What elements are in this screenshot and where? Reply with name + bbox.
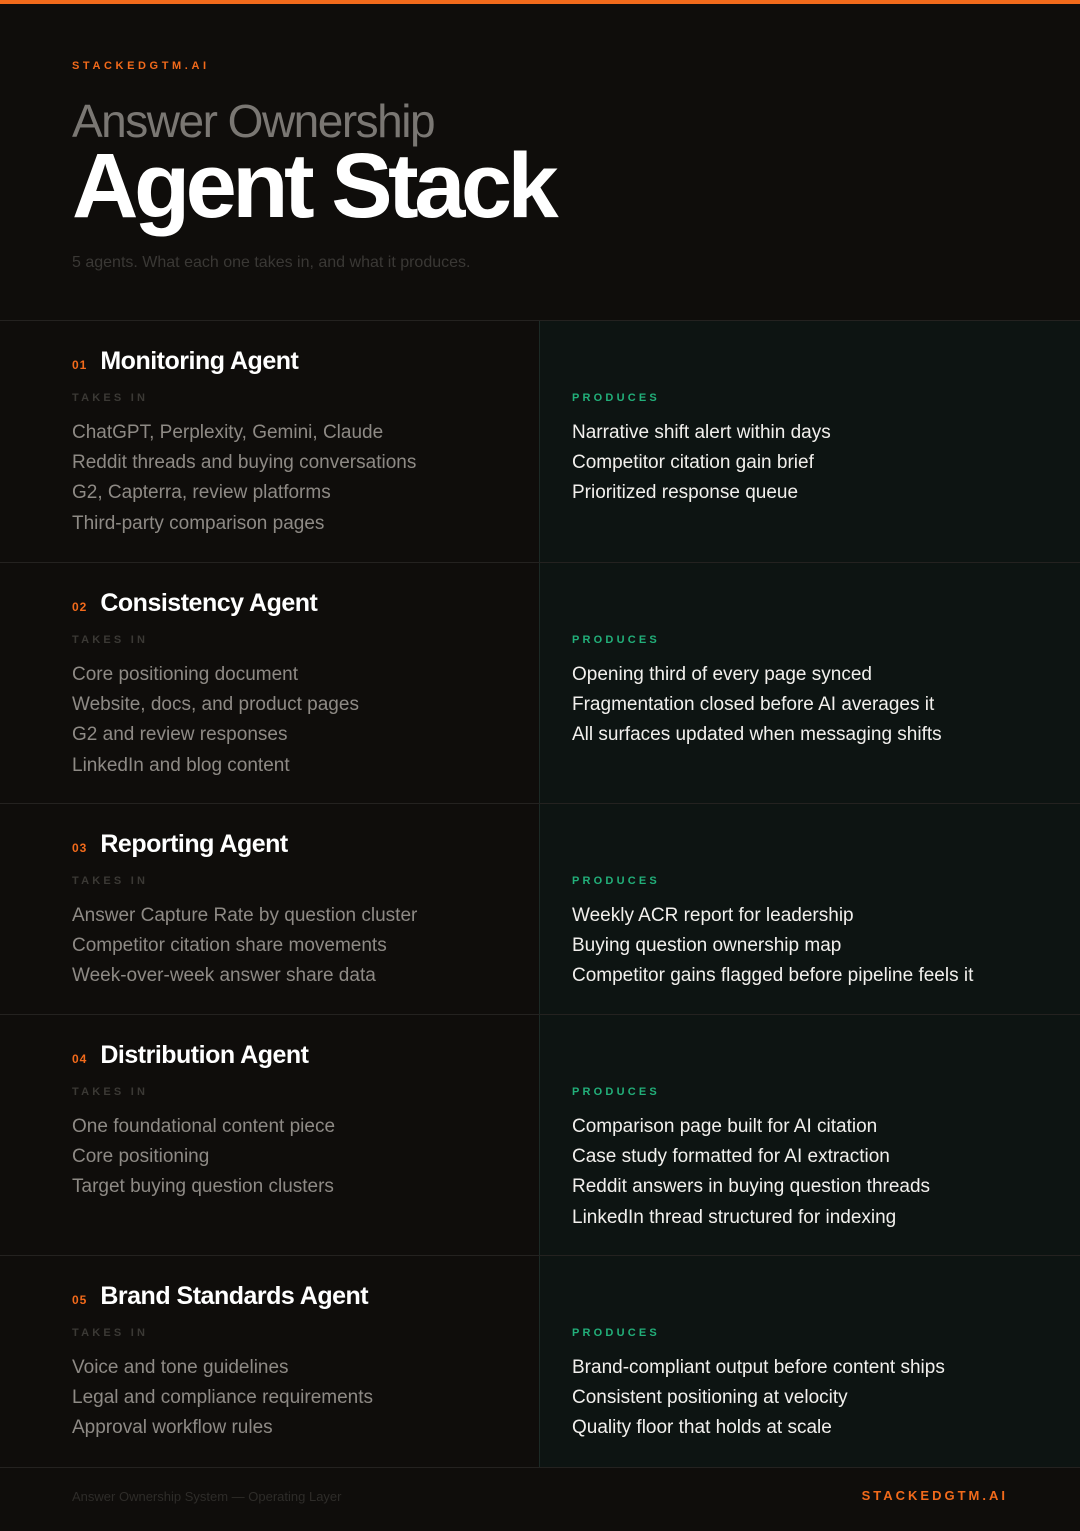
list-item: Fragmentation closed before AI averages it — [572, 694, 935, 716]
list-item: Consistent positioning at velocity — [572, 1387, 848, 1409]
list-item: Competitor gains flagged before pipeline feels it — [572, 965, 974, 987]
agent-heading — [72, 1282, 368, 1311]
takes-in-list — [72, 901, 417, 992]
agent-number: 05 — [72, 1293, 88, 1307]
produces-panel — [539, 321, 1080, 562]
footer-caption: Answer Ownership System — Operating Layer — [72, 1489, 342, 1504]
agent-name: Brand Standards Agent — [100, 1282, 369, 1310]
produces-list — [572, 660, 942, 751]
list-item: All surfaces updated when messaging shifts — [572, 724, 942, 746]
produces-panel — [539, 1256, 1080, 1467]
list-item: LinkedIn thread structured for indexing — [572, 1206, 897, 1228]
produces-panel — [539, 563, 1080, 803]
takes-in-panel — [0, 804, 539, 1014]
page-title: Agent Stack — [72, 135, 555, 237]
list-item: G2, Capterra, review platforms — [72, 482, 331, 504]
list-item: Core positioning document — [72, 664, 299, 685]
produces-panel — [539, 804, 1080, 1014]
produces-list — [572, 1112, 930, 1233]
agent-list — [0, 320, 1080, 1467]
list-item: One foundational content piece — [72, 1116, 336, 1137]
list-item: Opening third of every page synced — [572, 664, 872, 685]
list-item: Third-party comparison pages — [72, 512, 325, 534]
list-item: ChatGPT, Perplexity, Gemini, Claude — [72, 422, 384, 443]
produces-list — [572, 1353, 945, 1444]
brand-label: STACKEDGTM.AI — [72, 60, 210, 72]
list-item: Buying question ownership map — [572, 935, 842, 957]
footer-brand: STACKEDGTM.AI — [861, 1488, 1008, 1503]
list-item: Week-over-week answer share data — [72, 965, 376, 987]
agent-row-monitoring — [0, 320, 1080, 562]
agent-row-brand-standards — [0, 1255, 1080, 1467]
list-item: Quality floor that holds at scale — [572, 1417, 832, 1439]
list-item: G2 and review responses — [72, 724, 288, 746]
list-item: LinkedIn and blog content — [72, 754, 290, 776]
list-item: Legal and compliance requirements — [72, 1387, 374, 1409]
agent-name: Reporting Agent — [100, 830, 288, 858]
takes-in-label: TAKES IN — [72, 392, 149, 404]
list-item: Competitor citation gain brief — [572, 452, 814, 474]
agent-name: Monitoring Agent — [100, 347, 299, 375]
takes-in-list — [72, 1112, 335, 1203]
takes-in-label: TAKES IN — [72, 875, 149, 887]
list-item: Core positioning — [72, 1146, 210, 1168]
agent-heading — [72, 589, 317, 618]
list-item: Comparison page built for AI citation — [572, 1116, 878, 1137]
list-item: Case study formatted for AI extraction — [572, 1146, 890, 1168]
list-item: Voice and tone guidelines — [72, 1357, 289, 1378]
agent-number: 02 — [72, 600, 88, 614]
agent-row-reporting — [0, 803, 1080, 1014]
list-item: Competitor citation share movements — [72, 935, 387, 957]
list-item: Brand-compliant output before content ships — [572, 1357, 945, 1378]
accent-bar — [0, 0, 1080, 4]
list-item: Reddit threads and buying conversations — [72, 452, 417, 474]
list-item: Weekly ACR report for leadership — [572, 905, 854, 926]
takes-in-panel — [0, 321, 539, 562]
agent-heading — [72, 347, 298, 376]
takes-in-panel — [0, 1256, 539, 1467]
agent-number: 04 — [72, 1052, 88, 1066]
list-item: Answer Capture Rate by question cluster — [72, 905, 418, 926]
agent-heading — [72, 1041, 308, 1070]
agent-row-distribution — [0, 1014, 1080, 1255]
produces-label: PRODUCES — [572, 392, 660, 404]
agent-name: Consistency Agent — [100, 589, 318, 617]
agent-name: Distribution Agent — [100, 1041, 309, 1069]
list-item: Target buying question clusters — [72, 1176, 334, 1198]
agent-number: 03 — [72, 841, 88, 855]
list-item: Website, docs, and product pages — [72, 694, 359, 716]
takes-in-label: TAKES IN — [72, 1086, 149, 1098]
produces-label: PRODUCES — [572, 875, 660, 887]
page-subtitle: 5 agents. What each one takes in, and what it produces. — [72, 254, 471, 271]
list-item: Narrative shift alert within days — [572, 422, 831, 443]
page-kicker: Answer Ownership — [72, 95, 435, 147]
takes-in-label: TAKES IN — [72, 1327, 149, 1339]
list-item: Reddit answers in buying question threads — [572, 1176, 931, 1198]
list-item: Prioritized response queue — [572, 482, 799, 504]
produces-label: PRODUCES — [572, 634, 660, 646]
takes-in-panel — [0, 563, 539, 803]
agent-number: 01 — [72, 358, 88, 372]
footer — [0, 1467, 1080, 1531]
list-item: Approval workflow rules — [72, 1417, 273, 1439]
produces-label: PRODUCES — [572, 1327, 660, 1339]
produces-list — [572, 901, 973, 992]
produces-list — [572, 418, 831, 509]
takes-in-list — [72, 418, 416, 539]
takes-in-label: TAKES IN — [72, 634, 149, 646]
produces-panel — [539, 1015, 1080, 1255]
agent-heading — [72, 830, 288, 859]
produces-label: PRODUCES — [572, 1086, 660, 1098]
takes-in-list — [72, 1353, 373, 1444]
takes-in-list — [72, 660, 359, 781]
agent-row-consistency — [0, 562, 1080, 803]
takes-in-panel — [0, 1015, 539, 1255]
